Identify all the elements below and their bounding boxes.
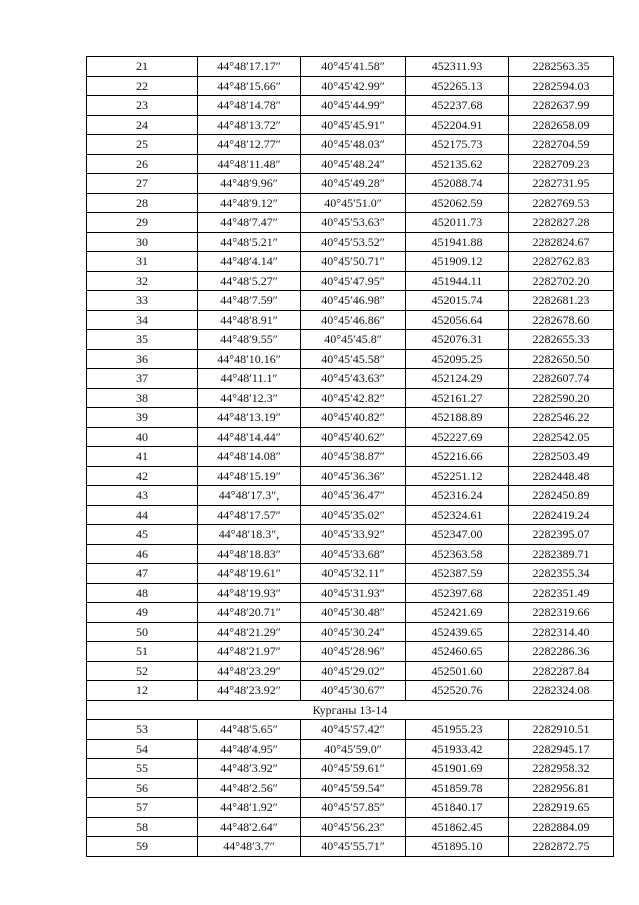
longitude-cell: 40°45′30.24″ [301, 622, 406, 642]
y-coordinate-cell: 2282319.66 [509, 603, 614, 623]
x-coordinate-cell: 452316.24 [406, 486, 509, 506]
table-row [87, 408, 614, 428]
longitude-cell: 40°45′59.0″ [301, 739, 406, 759]
latitude-cell: 44°48′10.16″ [198, 349, 301, 369]
y-coordinate-cell: 2282650.50 [509, 349, 614, 369]
longitude-cell: 40°45′30.67″ [301, 681, 406, 701]
x-coordinate-cell: 452227.69 [406, 427, 509, 447]
latitude-cell: 44°48′20.71″ [198, 603, 301, 623]
longitude-cell: 40°45′45.91″ [301, 115, 406, 135]
longitude-cell: 40°45′55.71″ [301, 837, 406, 857]
point-number-cell: 53 [87, 720, 198, 740]
y-coordinate-cell: 2282704.59 [509, 135, 614, 155]
table-row [87, 135, 614, 155]
longitude-cell: 40°45′57.42″ [301, 720, 406, 740]
point-number-cell: 47 [87, 564, 198, 584]
table-row [87, 213, 614, 233]
latitude-cell: 44°48′19.93″ [198, 583, 301, 603]
latitude-cell: 44°48′15.19″ [198, 466, 301, 486]
y-coordinate-cell: 2282542.05 [509, 427, 614, 447]
x-coordinate-cell: 452363.58 [406, 544, 509, 564]
latitude-cell: 44°48′7.59″ [198, 291, 301, 311]
x-coordinate-cell: 452076.31 [406, 330, 509, 350]
longitude-cell: 40°45′45.58″ [301, 349, 406, 369]
x-coordinate-cell: 452439.65 [406, 622, 509, 642]
x-coordinate-cell: 452311.93 [406, 57, 509, 77]
x-coordinate-cell: 452324.61 [406, 505, 509, 525]
longitude-cell: 40°45′30.48″ [301, 603, 406, 623]
latitude-cell: 44°48′1.92″ [198, 798, 301, 818]
point-number-cell: 23 [87, 96, 198, 116]
table-row [87, 720, 614, 740]
table-row [87, 466, 614, 486]
latitude-cell: 44°48′13.72″ [198, 115, 301, 135]
point-number-cell: 25 [87, 135, 198, 155]
point-number-cell: 24 [87, 115, 198, 135]
latitude-cell: 44°48′18.83″ [198, 544, 301, 564]
x-coordinate-cell: 452204.91 [406, 115, 509, 135]
latitude-cell: 44°48′14.44″ [198, 427, 301, 447]
latitude-cell: 44°48′11.1″ [198, 369, 301, 389]
coordinates-table [86, 56, 614, 857]
x-coordinate-cell: 452237.68 [406, 96, 509, 116]
latitude-cell: 44°48′11.48″ [198, 154, 301, 174]
y-coordinate-cell: 2282681.23 [509, 291, 614, 311]
table-row [87, 388, 614, 408]
point-number-cell: 51 [87, 642, 198, 662]
table-row [87, 291, 614, 311]
point-number-cell: 49 [87, 603, 198, 623]
table-row [87, 564, 614, 584]
x-coordinate-cell: 451901.69 [406, 759, 509, 779]
x-coordinate-cell: 451955.23 [406, 720, 509, 740]
x-coordinate-cell: 452387.59 [406, 564, 509, 584]
latitude-cell: 44°48′18.3″, [198, 525, 301, 545]
longitude-cell: 40°45′49.28″ [301, 174, 406, 194]
y-coordinate-cell: 2282450.89 [509, 486, 614, 506]
latitude-cell: 44°48′9.55″ [198, 330, 301, 350]
longitude-cell: 40°45′38.87″ [301, 447, 406, 467]
latitude-cell: 44°48′7.47″ [198, 213, 301, 233]
longitude-cell: 40°45′59.61″ [301, 759, 406, 779]
x-coordinate-cell: 452095.25 [406, 349, 509, 369]
table-row [87, 759, 614, 779]
point-number-cell: 46 [87, 544, 198, 564]
longitude-cell: 40°45′42.99″ [301, 76, 406, 96]
longitude-cell: 40°45′59.54″ [301, 778, 406, 798]
longitude-cell: 40°45′47.95″ [301, 271, 406, 291]
y-coordinate-cell: 2282678.60 [509, 310, 614, 330]
y-coordinate-cell: 2282389.71 [509, 544, 614, 564]
table-row [87, 96, 614, 116]
x-coordinate-cell: 451895.10 [406, 837, 509, 857]
table-row [87, 447, 614, 467]
x-coordinate-cell: 452175.73 [406, 135, 509, 155]
latitude-cell: 44°48′8.91″ [198, 310, 301, 330]
x-coordinate-cell: 452011.73 [406, 213, 509, 233]
y-coordinate-cell: 2282594.03 [509, 76, 614, 96]
longitude-cell: 40°45′53.52″ [301, 232, 406, 252]
latitude-cell: 44°48′5.27″ [198, 271, 301, 291]
point-number-cell: 31 [87, 252, 198, 272]
longitude-cell: 40°45′28.96″ [301, 642, 406, 662]
y-coordinate-cell: 2282563.35 [509, 57, 614, 77]
latitude-cell: 44°48′23.92″ [198, 681, 301, 701]
y-coordinate-cell: 2282872.75 [509, 837, 614, 857]
x-coordinate-cell: 452251.12 [406, 466, 509, 486]
y-coordinate-cell: 2282546.22 [509, 408, 614, 428]
latitude-cell: 44°48′9.96″ [198, 174, 301, 194]
latitude-cell: 44°48′2.64″ [198, 817, 301, 837]
point-number-cell: 34 [87, 310, 198, 330]
x-coordinate-cell: 452501.60 [406, 661, 509, 681]
longitude-cell: 40°45′40.82″ [301, 408, 406, 428]
y-coordinate-cell: 2282287.84 [509, 661, 614, 681]
latitude-cell: 44°48′21.29″ [198, 622, 301, 642]
y-coordinate-cell: 2282884.09 [509, 817, 614, 837]
x-coordinate-cell: 452460.65 [406, 642, 509, 662]
y-coordinate-cell: 2282958.32 [509, 759, 614, 779]
table-row [87, 349, 614, 369]
point-number-cell: 56 [87, 778, 198, 798]
longitude-cell: 40°45′35.02″ [301, 505, 406, 525]
longitude-cell: 40°45′48.24″ [301, 154, 406, 174]
longitude-cell: 40°45′53.63″ [301, 213, 406, 233]
x-coordinate-cell: 452216.66 [406, 447, 509, 467]
longitude-cell: 40°45′36.47″ [301, 486, 406, 506]
point-number-cell: 59 [87, 837, 198, 857]
table-row [87, 232, 614, 252]
point-number-cell: 35 [87, 330, 198, 350]
longitude-cell: 40°45′50.71″ [301, 252, 406, 272]
table-row [87, 505, 614, 525]
y-coordinate-cell: 2282395.07 [509, 525, 614, 545]
longitude-cell: 40°45′44.99″ [301, 96, 406, 116]
x-coordinate-cell: 452124.29 [406, 369, 509, 389]
longitude-cell: 40°45′43.63″ [301, 369, 406, 389]
longitude-cell: 40°45′45.8″ [301, 330, 406, 350]
y-coordinate-cell: 2282709.23 [509, 154, 614, 174]
table-row [87, 252, 614, 272]
x-coordinate-cell: 452161.27 [406, 388, 509, 408]
point-number-cell: 33 [87, 291, 198, 311]
point-number-cell: 48 [87, 583, 198, 603]
point-number-cell: 27 [87, 174, 198, 194]
latitude-cell: 44°48′17.3″, [198, 486, 301, 506]
y-coordinate-cell: 2282919.65 [509, 798, 614, 818]
y-coordinate-cell: 2282945.17 [509, 739, 614, 759]
longitude-cell: 40°45′32.11″ [301, 564, 406, 584]
x-coordinate-cell: 451862.45 [406, 817, 509, 837]
y-coordinate-cell: 2282286.36 [509, 642, 614, 662]
table-row [87, 330, 614, 350]
y-coordinate-cell: 2282448.48 [509, 466, 614, 486]
point-number-cell: 57 [87, 798, 198, 818]
y-coordinate-cell: 2282827.28 [509, 213, 614, 233]
x-coordinate-cell: 452088.74 [406, 174, 509, 194]
point-number-cell: 41 [87, 447, 198, 467]
x-coordinate-cell: 452056.64 [406, 310, 509, 330]
table-row [87, 369, 614, 389]
x-coordinate-cell: 451933.42 [406, 739, 509, 759]
y-coordinate-cell: 2282824.67 [509, 232, 614, 252]
longitude-cell: 40°45′42.82″ [301, 388, 406, 408]
latitude-cell: 44°48′17.57″ [198, 505, 301, 525]
x-coordinate-cell: 452421.69 [406, 603, 509, 623]
latitude-cell: 44°48′5.65″ [198, 720, 301, 740]
point-number-cell: 30 [87, 232, 198, 252]
y-coordinate-cell: 2282314.40 [509, 622, 614, 642]
longitude-cell: 40°45′48.03″ [301, 135, 406, 155]
table-row [87, 817, 614, 837]
point-number-cell: 36 [87, 349, 198, 369]
table-row [87, 427, 614, 447]
latitude-cell: 44°48′17.17″ [198, 57, 301, 77]
y-coordinate-cell: 2282731.95 [509, 174, 614, 194]
latitude-cell: 44°48′3.7″ [198, 837, 301, 857]
y-coordinate-cell: 2282956.81 [509, 778, 614, 798]
x-coordinate-cell: 452397.68 [406, 583, 509, 603]
point-number-cell: 42 [87, 466, 198, 486]
latitude-cell: 44°48′23.29″ [198, 661, 301, 681]
longitude-cell: 40°45′33.92″ [301, 525, 406, 545]
longitude-cell: 40°45′57.85″ [301, 798, 406, 818]
table-row [87, 583, 614, 603]
longitude-cell: 40°45′36.36″ [301, 466, 406, 486]
coordinates-table-body [87, 57, 614, 857]
latitude-cell: 44°48′9.12″ [198, 193, 301, 213]
x-coordinate-cell: 452520.76 [406, 681, 509, 701]
longitude-cell: 40°45′40.62″ [301, 427, 406, 447]
point-number-cell: 26 [87, 154, 198, 174]
latitude-cell: 44°48′12.77″ [198, 135, 301, 155]
longitude-cell: 40°45′46.86″ [301, 310, 406, 330]
longitude-cell: 40°45′41.58″ [301, 57, 406, 77]
table-row [87, 739, 614, 759]
point-number-cell: 45 [87, 525, 198, 545]
y-coordinate-cell: 2282769.53 [509, 193, 614, 213]
point-number-cell: 58 [87, 817, 198, 837]
x-coordinate-cell: 451859.78 [406, 778, 509, 798]
point-number-cell: 54 [87, 739, 198, 759]
longitude-cell: 40°45′31.93″ [301, 583, 406, 603]
section-title: Курганы 13-14 [87, 700, 614, 720]
table-row [87, 525, 614, 545]
x-coordinate-cell: 452347.00 [406, 525, 509, 545]
point-number-cell: 38 [87, 388, 198, 408]
table-row [87, 603, 614, 623]
point-number-cell: 28 [87, 193, 198, 213]
table-row [87, 57, 614, 77]
y-coordinate-cell: 2282910.51 [509, 720, 614, 740]
point-number-cell: 43 [87, 486, 198, 506]
point-number-cell: 50 [87, 622, 198, 642]
y-coordinate-cell: 2282324.08 [509, 681, 614, 701]
x-coordinate-cell: 451909.12 [406, 252, 509, 272]
point-number-cell: 52 [87, 661, 198, 681]
latitude-cell: 44°48′12.3″ [198, 388, 301, 408]
y-coordinate-cell: 2282655.33 [509, 330, 614, 350]
table-row [87, 174, 614, 194]
point-number-cell: 22 [87, 76, 198, 96]
table-row [87, 837, 614, 857]
latitude-cell: 44°48′2.56″ [198, 778, 301, 798]
point-number-cell: 44 [87, 505, 198, 525]
latitude-cell: 44°48′13.19″ [198, 408, 301, 428]
table-row [87, 681, 614, 701]
latitude-cell: 44°48′14.08″ [198, 447, 301, 467]
table-row [87, 76, 614, 96]
point-number-cell: 29 [87, 213, 198, 233]
point-number-cell: 40 [87, 427, 198, 447]
y-coordinate-cell: 2282503.49 [509, 447, 614, 467]
point-number-cell: 55 [87, 759, 198, 779]
latitude-cell: 44°48′3.92″ [198, 759, 301, 779]
table-row [87, 622, 614, 642]
y-coordinate-cell: 2282419.24 [509, 505, 614, 525]
x-coordinate-cell: 451944.11 [406, 271, 509, 291]
point-number-cell: 12 [87, 681, 198, 701]
x-coordinate-cell: 452135.62 [406, 154, 509, 174]
point-number-cell: 32 [87, 271, 198, 291]
x-coordinate-cell: 451941.88 [406, 232, 509, 252]
y-coordinate-cell: 2282637.99 [509, 96, 614, 116]
latitude-cell: 44°48′19.61″ [198, 564, 301, 584]
table-row [87, 486, 614, 506]
latitude-cell: 44°48′4.14″ [198, 252, 301, 272]
table-row [87, 544, 614, 564]
latitude-cell: 44°48′5.21″ [198, 232, 301, 252]
latitude-cell: 44°48′15.66″ [198, 76, 301, 96]
longitude-cell: 40°45′46.98″ [301, 291, 406, 311]
section-row [87, 700, 614, 720]
latitude-cell: 44°48′14.78″ [198, 96, 301, 116]
table-row [87, 271, 614, 291]
x-coordinate-cell: 452188.89 [406, 408, 509, 428]
table-row [87, 115, 614, 135]
y-coordinate-cell: 2282702.20 [509, 271, 614, 291]
longitude-cell: 40°45′29.02″ [301, 661, 406, 681]
y-coordinate-cell: 2282355.34 [509, 564, 614, 584]
x-coordinate-cell: 452015.74 [406, 291, 509, 311]
y-coordinate-cell: 2282762.83 [509, 252, 614, 272]
y-coordinate-cell: 2282351.49 [509, 583, 614, 603]
longitude-cell: 40°45′56.23″ [301, 817, 406, 837]
table-row [87, 154, 614, 174]
table-row [87, 778, 614, 798]
longitude-cell: 40°45′33.68″ [301, 544, 406, 564]
x-coordinate-cell: 452062.59 [406, 193, 509, 213]
y-coordinate-cell: 2282607.74 [509, 369, 614, 389]
y-coordinate-cell: 2282590.20 [509, 388, 614, 408]
y-coordinate-cell: 2282658.09 [509, 115, 614, 135]
latitude-cell: 44°48′21.97″ [198, 642, 301, 662]
table-row [87, 661, 614, 681]
point-number-cell: 37 [87, 369, 198, 389]
latitude-cell: 44°48′4.95″ [198, 739, 301, 759]
table-row [87, 193, 614, 213]
table-row [87, 310, 614, 330]
x-coordinate-cell: 452265.13 [406, 76, 509, 96]
x-coordinate-cell: 451840.17 [406, 798, 509, 818]
table-row [87, 798, 614, 818]
point-number-cell: 39 [87, 408, 198, 428]
longitude-cell: 40°45′51.0″ [301, 193, 406, 213]
point-number-cell: 21 [87, 57, 198, 77]
table-row [87, 642, 614, 662]
